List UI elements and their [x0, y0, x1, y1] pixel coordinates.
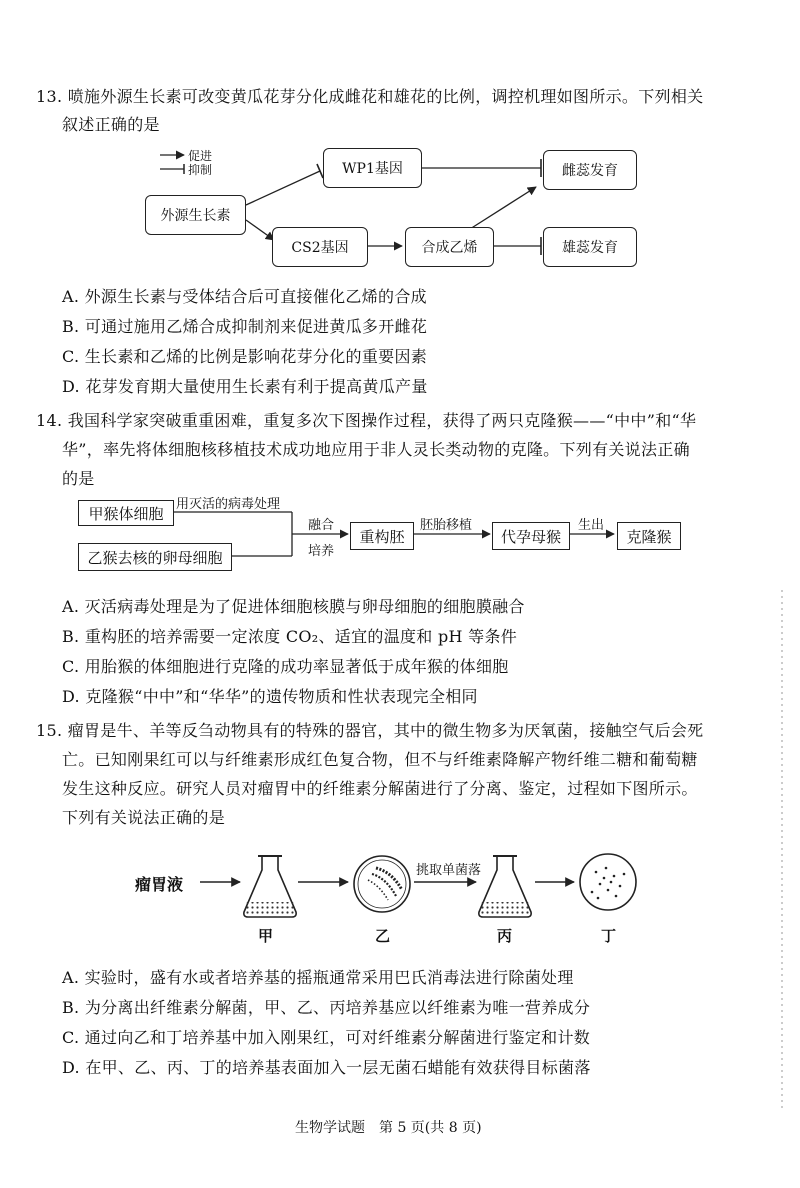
legend-promote-label: 促进	[188, 149, 213, 163]
fusion-label: 融合	[308, 518, 335, 533]
inactivated-virus-label: 用灭活的病毒处理	[176, 497, 281, 512]
wp1-gene-box: WP1基因	[323, 148, 422, 188]
reconstructed-embryo-box: 重构胚	[350, 522, 414, 550]
q15-option-d: D. 在甲、乙、丙、丁的培养基表面加入一层无菌石蜡能有效获得目标菌落	[62, 1058, 591, 1077]
q13-option-c: C. 生长素和乙烯的比例是影响花芽分化的重要因素	[62, 347, 428, 366]
male-development-box: 雄蕊发育	[543, 227, 637, 267]
q14-option-a: A. 灭活病毒处理是为了促进体细胞核膜与卵母细胞的细胞膜融合	[62, 597, 525, 616]
legend-inhibit-label: 抑制	[188, 163, 213, 177]
q13-option-a: A. 外源生长素与受体结合后可直接催化乙烯的合成	[62, 287, 427, 306]
q13-option-d: D. 花芽发育期大量使用生长素有利于提高黄瓜产量	[62, 377, 428, 396]
page-footer: 生物学试题 第 5 页(共 8 页)	[295, 1120, 482, 1136]
q14-stem-line-3: 的是	[62, 469, 95, 488]
female-development-box: 雌蕊发育	[543, 150, 637, 190]
q13-stem-line-2: 叙述正确的是	[62, 115, 160, 134]
q15-option-a: A. 实验时，盛有水或者培养基的摇瓶通常采用巴氏消毒法进行除菌处理	[62, 968, 574, 987]
q13-stem-line-1: 13. 喷施外源生长素可改变黄瓜花芽分化成雌花和雄花的比例，调控机理如图所示。下列相关	[36, 87, 704, 106]
embryo-transfer-label: 胚胎移植	[420, 518, 473, 533]
birth-label: 生出	[578, 518, 605, 533]
q15-stem-line-3: 发生这种反应。研究人员对瘤胃中的纤维素分解菌进行了分离、鉴定，过程如下图所示。	[62, 779, 698, 798]
label-jia: 甲	[258, 927, 274, 945]
label-yi: 乙	[375, 927, 391, 945]
monkey-b-oocyte-box: 乙猴去核的卵母细胞	[78, 543, 232, 571]
cs2-gene-box: CS2基因	[272, 227, 368, 267]
q14-option-b: B. 重构胚的培养需要一定浓度 CO₂、适宜的温度和 pH 等条件	[62, 627, 518, 646]
q14-stem-line-2: 华”，率先将体细胞核移植技术成功地应用于非人灵长类动物的克隆。下列有关说法正确	[62, 440, 690, 459]
label-bing: 丙	[497, 927, 513, 945]
q13-option-b: B. 可通过施用乙烯合成抑制剂来促进黄瓜多开雌花	[62, 317, 428, 336]
culture-label: 培养	[308, 544, 335, 559]
q14-option-d: D. 克隆猴“中中”和“华华”的遗传物质和性状表现完全相同	[62, 687, 478, 706]
q15-option-c: C. 通过向乙和丁培养基中加入刚果红，可对纤维素分解菌进行鉴定和计数	[62, 1028, 591, 1047]
q15-option-b: B. 为分离出纤维素分解菌，甲、乙、丙培养基应以纤维素为唯一营养成分	[62, 998, 591, 1017]
pick-colony-label: 挑取单菌落	[416, 863, 482, 878]
q15-stem-line-1: 15. 瘤胃是牛、羊等反刍动物具有的特殊的器官，其中的微生物多为厌氧菌，接触空气后会死	[36, 721, 704, 740]
ethylene-synthesis-box: 合成乙烯	[405, 227, 494, 267]
auxin-box: 外源生长素	[145, 195, 246, 235]
q14-option-c: C. 用胎猴的体细胞进行克隆的成功率显著低于成年猴的体细胞	[62, 657, 509, 676]
monkey-a-somatic-cell-box: 甲猴体细胞	[78, 500, 174, 526]
q15-stem-line-2: 亡。已知刚果红可以与纤维素形成红色复合物，但不与纤维素降解产物纤维二糖和葡萄糖	[62, 750, 698, 769]
q15-stem-line-4: 下列有关说法正确的是	[62, 808, 226, 827]
q14-stem-line-1: 14. 我国科学家突破重重困难，重复多次下图操作过程，获得了两只克隆猴——“中中”和“华	[36, 411, 697, 430]
label-ding: 丁	[601, 927, 617, 945]
cloned-monkey-box: 克隆猴	[617, 522, 681, 550]
surrogate-mother-box: 代孕母猴	[492, 522, 570, 550]
rumen-fluid-label: 瘤胃液	[135, 875, 184, 894]
